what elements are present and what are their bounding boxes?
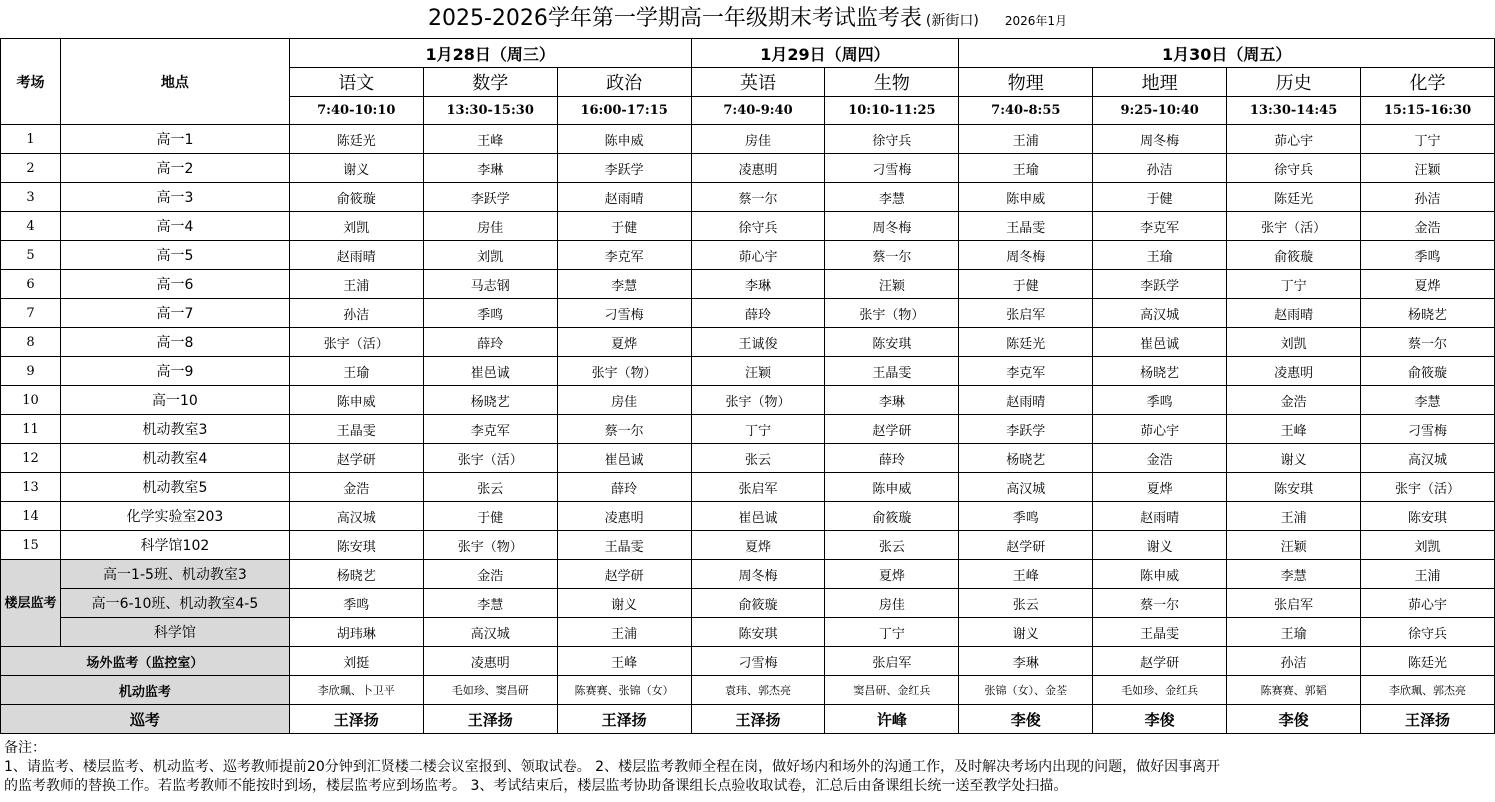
room-location: 科学馆102 — [60, 531, 289, 560]
proctor-cell: 张宇（物） — [557, 357, 691, 386]
proctor-cell: 杨晓艺 — [959, 444, 1093, 473]
proctor-cell: 陈安琪 — [1227, 473, 1361, 502]
proctor-cell: 李克军 — [959, 357, 1093, 386]
outside-label: 场外监考（监控室） — [1, 647, 290, 676]
proctor-cell: 李欣珮、郭杰亮 — [1361, 676, 1495, 705]
proctor-cell: 金浩 — [289, 473, 423, 502]
proctor-cell: 李慧 — [557, 270, 691, 299]
proctor-cell: 季鸣 — [1093, 386, 1227, 415]
proctor-cell: 杨晓艺 — [423, 386, 557, 415]
proctor-cell: 毛如珍、窦昌研 — [423, 676, 557, 705]
proctor-cell: 王瑜 — [1227, 618, 1361, 647]
notes-line: 1、请监考、楼层监考、机动监考、巡考教师提前20分钟到汇贤楼二楼会议室报到、领取试卷。 2、楼层监考教师全程在岗，做好场内和场外的沟通工作，及时解决考场内出现的问题，做好因事离开 — [4, 759, 1221, 775]
room-number: 14 — [1, 502, 61, 531]
proctor-cell: 金浩 — [1227, 386, 1361, 415]
proctor-cell: 王峰 — [557, 647, 691, 676]
proctor-cell: 陈安琪 — [1361, 502, 1495, 531]
proctor-cell: 崔邑诚 — [557, 444, 691, 473]
proctor-cell: 金浩 — [1361, 212, 1495, 241]
room-location: 高一4 — [60, 212, 289, 241]
proctor-cell: 李俊 — [1227, 705, 1361, 734]
proctor-cell: 薛玲 — [423, 328, 557, 357]
room-location: 机动教室4 — [60, 444, 289, 473]
proctor-cell: 王诚俊 — [691, 328, 825, 357]
proctor-cell: 袁玮、郭杰亮 — [691, 676, 825, 705]
proctor-cell: 季鸣 — [289, 589, 423, 618]
proctor-cell: 王晶雯 — [1093, 618, 1227, 647]
proctor-cell: 赵雨晴 — [289, 241, 423, 270]
proctor-cell: 俞筱璇 — [1361, 357, 1495, 386]
proctor-cell: 张宇（物） — [691, 386, 825, 415]
proctor-cell: 金浩 — [1093, 444, 1227, 473]
proctor-cell: 孙洁 — [1227, 647, 1361, 676]
proctor-cell: 汪颖 — [1361, 154, 1495, 183]
proctor-cell: 谢义 — [1093, 531, 1227, 560]
proctor-cell: 高汉城 — [1093, 299, 1227, 328]
proctor-cell: 张宇（活） — [289, 328, 423, 357]
proctor-cell: 王浦 — [1227, 502, 1361, 531]
proctor-cell: 高汉城 — [959, 473, 1093, 502]
room-number: 2 — [1, 154, 61, 183]
proctor-cell: 茆心宇 — [691, 241, 825, 270]
subject-header: 历史 — [1227, 68, 1361, 97]
proctor-cell: 蔡一尔 — [557, 415, 691, 444]
proctor-cell: 周冬梅 — [959, 241, 1093, 270]
proctor-cell: 马志钢 — [423, 270, 557, 299]
proctor-cell: 刘凯 — [423, 241, 557, 270]
proctor-cell: 李琳 — [423, 154, 557, 183]
proctor-cell: 茆心宇 — [1227, 125, 1361, 154]
room-location: 高一5 — [60, 241, 289, 270]
proctor-cell: 陈赛赛、郭韬 — [1227, 676, 1361, 705]
table-row — [1, 241, 1495, 270]
proctor-cell: 李琳 — [825, 386, 959, 415]
proctor-cell: 蔡一尔 — [1093, 589, 1227, 618]
proctor-cell: 王浦 — [557, 618, 691, 647]
proctor-cell: 李克军 — [1093, 212, 1227, 241]
proctor-cell: 于健 — [423, 502, 557, 531]
proctor-cell: 王泽扬 — [423, 705, 557, 734]
table-row — [1, 125, 1495, 154]
proctor-cell: 李俊 — [959, 705, 1093, 734]
day-header: 1月30日（周五） — [959, 39, 1495, 68]
proctor-cell: 房佳 — [423, 212, 557, 241]
notes-line: 的监考教师的替换工作。若监考教师不能按时到场，楼层监考应到场监考。 3、考试结束后，楼层监考协助备课组长点验收取试卷，汇总后由备课组长统一送至教学处扫描。 — [4, 778, 1068, 794]
proctor-cell: 谢义 — [959, 618, 1093, 647]
patrol-row — [1, 705, 1495, 734]
proctor-cell: 刁雪梅 — [691, 647, 825, 676]
proctor-cell: 赵雨晴 — [1093, 502, 1227, 531]
proctor-cell: 张启军 — [959, 299, 1093, 328]
proctor-cell: 夏烨 — [1093, 473, 1227, 502]
table-row — [1, 444, 1495, 473]
proctor-cell: 王晶雯 — [557, 531, 691, 560]
subject-header: 物理 — [959, 68, 1093, 97]
proctor-cell: 王泽扬 — [691, 705, 825, 734]
proctor-cell: 俞筱璇 — [825, 502, 959, 531]
table-row — [1, 328, 1495, 357]
proctor-cell: 蔡一尔 — [691, 183, 825, 212]
room-location: 高一2 — [60, 154, 289, 183]
proctor-cell: 李跃学 — [959, 415, 1093, 444]
proctor-cell: 赵学研 — [557, 560, 691, 589]
room-number: 15 — [1, 531, 61, 560]
table-row — [1, 270, 1495, 299]
table-row — [1, 212, 1495, 241]
proctor-cell: 金浩 — [423, 560, 557, 589]
proctor-cell: 刘凯 — [289, 212, 423, 241]
floor-location: 科学馆 — [60, 618, 289, 647]
table-row — [1, 502, 1495, 531]
exam-time: 7:40-10:10 — [289, 97, 423, 125]
proctor-cell: 俞筱璇 — [691, 589, 825, 618]
proctor-cell: 薛玲 — [691, 299, 825, 328]
room-location: 高一8 — [60, 328, 289, 357]
room-number: 6 — [1, 270, 61, 299]
header-date-row — [1, 39, 1495, 68]
notes — [4, 739, 1492, 796]
proctor-cell: 张启军 — [1227, 589, 1361, 618]
proctor-cell: 陈申威 — [289, 386, 423, 415]
proctor-cell: 杨晓艺 — [289, 560, 423, 589]
proctor-cell: 徐守兵 — [1361, 618, 1495, 647]
proctor-cell: 李慧 — [1361, 386, 1495, 415]
room-location: 高一9 — [60, 357, 289, 386]
proctor-cell: 陈赛赛、张锦（女） — [557, 676, 691, 705]
table-row — [1, 154, 1495, 183]
proctor-cell: 徐守兵 — [691, 212, 825, 241]
room-number: 10 — [1, 386, 61, 415]
room-number: 1 — [1, 125, 61, 154]
proctor-cell: 窦昌研、金红兵 — [825, 676, 959, 705]
table-row — [1, 183, 1495, 212]
proctor-cell: 张云 — [423, 473, 557, 502]
room-col-header: 考场 — [1, 39, 61, 125]
floor-location: 高一6-10班、机动教室4-5 — [60, 589, 289, 618]
proctor-cell: 李欣珮、卜卫平 — [289, 676, 423, 705]
proctor-cell: 胡玮琳 — [289, 618, 423, 647]
proctor-cell: 蔡一尔 — [1361, 328, 1495, 357]
proctor-cell: 季鸣 — [959, 502, 1093, 531]
table-row — [1, 531, 1495, 560]
proctor-cell: 王浦 — [1361, 560, 1495, 589]
proctor-cell: 谢义 — [289, 154, 423, 183]
subject-header: 生物 — [825, 68, 959, 97]
location-col-header: 地点 — [60, 39, 289, 125]
subject-header: 数学 — [423, 68, 557, 97]
proctor-cell: 凌惠明 — [423, 647, 557, 676]
proctor-cell: 陈廷光 — [1227, 183, 1361, 212]
room-number: 12 — [1, 444, 61, 473]
proctor-cell: 赵学研 — [1093, 647, 1227, 676]
exam-time: 16:00-17:15 — [557, 97, 691, 125]
proctor-cell: 丁宁 — [1361, 125, 1495, 154]
floor-proctor-row — [1, 589, 1495, 618]
room-number: 5 — [1, 241, 61, 270]
proctor-cell: 王浦 — [289, 270, 423, 299]
floor-proctor-row — [1, 560, 1495, 589]
proctor-cell: 许峰 — [825, 705, 959, 734]
proctor-cell: 王峰 — [959, 560, 1093, 589]
room-number: 4 — [1, 212, 61, 241]
proctor-cell: 陈廷光 — [1361, 647, 1495, 676]
room-location: 高一10 — [60, 386, 289, 415]
room-number: 9 — [1, 357, 61, 386]
proctor-cell: 陈安琪 — [691, 618, 825, 647]
proctor-cell: 李慧 — [423, 589, 557, 618]
proctor-cell: 凌惠明 — [691, 154, 825, 183]
proctor-cell: 陈申威 — [557, 125, 691, 154]
room-location: 机动教室5 — [60, 473, 289, 502]
exam-time: 9:25-10:40 — [1093, 97, 1227, 125]
day-header: 1月28日（周三） — [289, 39, 691, 68]
mobile-label: 机动监考 — [1, 676, 290, 705]
proctor-cell: 杨晓艺 — [1361, 299, 1495, 328]
room-number: 11 — [1, 415, 61, 444]
proctor-cell: 王泽扬 — [1361, 705, 1495, 734]
proctor-cell: 茆心宇 — [1361, 589, 1495, 618]
proctor-cell: 高汉城 — [1361, 444, 1495, 473]
day-header: 1月29日（周四） — [691, 39, 959, 68]
proctor-cell: 王峰 — [423, 125, 557, 154]
table-row — [1, 357, 1495, 386]
room-number: 3 — [1, 183, 61, 212]
page-title: 2025-2026学年第一学期高一年级期末考试监考表 — [427, 6, 922, 31]
proctor-cell: 王瑜 — [959, 154, 1093, 183]
exam-time: 13:30-15:30 — [423, 97, 557, 125]
proctor-cell: 李跃学 — [423, 183, 557, 212]
proctor-cell: 陈廷光 — [959, 328, 1093, 357]
proctor-cell: 汪颖 — [825, 270, 959, 299]
proctor-cell: 王峰 — [1227, 415, 1361, 444]
proctor-cell: 崔邑诚 — [1093, 328, 1227, 357]
notes-heading: 备注： — [4, 740, 46, 756]
proctor-cell: 刁雪梅 — [557, 299, 691, 328]
exam-time: 13:30-14:45 — [1227, 97, 1361, 125]
proctor-cell: 张宇（活） — [423, 444, 557, 473]
proctor-cell: 赵学研 — [289, 444, 423, 473]
proctor-cell: 徐守兵 — [1227, 154, 1361, 183]
room-location: 高一3 — [60, 183, 289, 212]
proctor-cell: 陈安琪 — [289, 531, 423, 560]
proctor-cell: 李琳 — [691, 270, 825, 299]
proctor-cell: 夏烨 — [825, 560, 959, 589]
room-number: 8 — [1, 328, 61, 357]
proctor-cell: 李克军 — [557, 241, 691, 270]
room-location: 机动教室3 — [60, 415, 289, 444]
proctor-cell: 张宇（活） — [1361, 473, 1495, 502]
proctor-cell: 刘凯 — [1361, 531, 1495, 560]
room-location: 高一6 — [60, 270, 289, 299]
title-bar — [0, 0, 1495, 38]
mobile-proctor-row — [1, 676, 1495, 705]
proctor-cell: 凌惠明 — [1227, 357, 1361, 386]
proctor-cell: 于健 — [1093, 183, 1227, 212]
proctor-cell: 毛如珍、金红兵 — [1093, 676, 1227, 705]
proctor-cell: 周冬梅 — [691, 560, 825, 589]
proctor-cell: 于健 — [959, 270, 1093, 299]
proctor-cell: 房佳 — [691, 125, 825, 154]
proctor-cell: 王浦 — [959, 125, 1093, 154]
proctor-cell: 李慧 — [825, 183, 959, 212]
proctor-cell: 凌惠明 — [557, 502, 691, 531]
proctor-cell: 张云 — [959, 589, 1093, 618]
proctor-cell: 陈申威 — [1093, 560, 1227, 589]
proctor-cell: 王瑜 — [1093, 241, 1227, 270]
outside-proctor-row — [1, 647, 1495, 676]
room-location: 高一1 — [60, 125, 289, 154]
table-row — [1, 415, 1495, 444]
table-row — [1, 299, 1495, 328]
proctor-cell: 孙洁 — [1093, 154, 1227, 183]
proctor-cell: 赵雨晴 — [959, 386, 1093, 415]
proctor-cell: 张宇（活） — [1227, 212, 1361, 241]
subject-header: 地理 — [1093, 68, 1227, 97]
proctor-cell: 蔡一尔 — [825, 241, 959, 270]
floor-proctor-row — [1, 618, 1495, 647]
campus-label: (新街口) — [925, 13, 979, 29]
exam-time: 7:40-9:40 — [691, 97, 825, 125]
proctor-cell: 刁雪梅 — [1361, 415, 1495, 444]
proctor-cell: 陈安琪 — [825, 328, 959, 357]
proctor-cell: 茆心宇 — [1093, 415, 1227, 444]
proctor-cell: 高汉城 — [289, 502, 423, 531]
table-row — [1, 386, 1495, 415]
proctor-cell: 季鸣 — [1361, 241, 1495, 270]
proctor-cell: 王晶雯 — [959, 212, 1093, 241]
proctor-cell: 王晶雯 — [825, 357, 959, 386]
proctor-cell: 张启军 — [825, 647, 959, 676]
proctor-cell: 周冬梅 — [825, 212, 959, 241]
proctor-cell: 李克军 — [423, 415, 557, 444]
proctor-cell: 徐守兵 — [825, 125, 959, 154]
proctor-cell: 张锦（女）、金荃 — [959, 676, 1093, 705]
proctor-cell: 张宇（物） — [825, 299, 959, 328]
proctor-cell: 刘挺 — [289, 647, 423, 676]
proctor-cell: 李慧 — [1227, 560, 1361, 589]
proctor-cell: 孙洁 — [289, 299, 423, 328]
proctor-cell: 丁宁 — [825, 618, 959, 647]
proctor-cell: 孙洁 — [1361, 183, 1495, 212]
proctor-cell: 张云 — [825, 531, 959, 560]
exam-time: 15:15-16:30 — [1361, 97, 1495, 125]
proctor-table — [0, 38, 1495, 734]
exam-time: 7:40-8:55 — [959, 97, 1093, 125]
proctor-cell: 夏烨 — [557, 328, 691, 357]
proctor-cell: 李跃学 — [1093, 270, 1227, 299]
proctor-cell: 王泽扬 — [289, 705, 423, 734]
proctor-cell: 夏烨 — [1361, 270, 1495, 299]
proctor-cell: 于健 — [557, 212, 691, 241]
proctor-cell: 李俊 — [1093, 705, 1227, 734]
room-location: 化学实验室203 — [60, 502, 289, 531]
room-number: 13 — [1, 473, 61, 502]
proctor-cell: 夏烨 — [691, 531, 825, 560]
proctor-cell: 谢义 — [1227, 444, 1361, 473]
floor-location: 高一1-5班、机动教室3 — [60, 560, 289, 589]
proctor-cell: 房佳 — [825, 589, 959, 618]
proctor-cell: 房佳 — [557, 386, 691, 415]
room-location: 高一7 — [60, 299, 289, 328]
proctor-cell: 陈申威 — [825, 473, 959, 502]
table-row — [1, 473, 1495, 502]
proctor-cell: 刁雪梅 — [825, 154, 959, 183]
proctor-cell: 谢义 — [557, 589, 691, 618]
proctor-cell: 薛玲 — [825, 444, 959, 473]
proctor-cell: 赵雨晴 — [557, 183, 691, 212]
proctor-cell: 张云 — [691, 444, 825, 473]
proctor-cell: 李跃学 — [557, 154, 691, 183]
proctor-cell: 崔邑诚 — [691, 502, 825, 531]
proctor-cell: 丁宁 — [1227, 270, 1361, 299]
proctor-cell: 李琳 — [959, 647, 1093, 676]
floor-proctor-label: 楼层监考 — [1, 560, 61, 647]
proctor-cell: 王泽扬 — [557, 705, 691, 734]
proctor-cell: 俞筱璇 — [289, 183, 423, 212]
proctor-cell: 俞筱璇 — [1227, 241, 1361, 270]
subject-header: 语文 — [289, 68, 423, 97]
proctor-cell: 王晶雯 — [289, 415, 423, 444]
subject-header: 政治 — [557, 68, 691, 97]
proctor-cell: 杨晓艺 — [1093, 357, 1227, 386]
proctor-cell: 崔邑诚 — [423, 357, 557, 386]
proctor-cell: 张启军 — [691, 473, 825, 502]
proctor-cell: 陈廷光 — [289, 125, 423, 154]
title-date: 2026年1月 — [1004, 14, 1068, 28]
proctor-cell: 高汉城 — [423, 618, 557, 647]
proctor-cell: 丁宁 — [691, 415, 825, 444]
proctor-cell: 张宇（物） — [423, 531, 557, 560]
proctor-cell: 王瑜 — [289, 357, 423, 386]
proctor-cell: 周冬梅 — [1093, 125, 1227, 154]
patrol-label: 巡考 — [1, 705, 290, 734]
room-number: 7 — [1, 299, 61, 328]
proctor-cell: 汪颖 — [691, 357, 825, 386]
subject-header: 化学 — [1361, 68, 1495, 97]
subject-header: 英语 — [691, 68, 825, 97]
proctor-cell: 赵学研 — [825, 415, 959, 444]
proctor-cell: 季鸣 — [423, 299, 557, 328]
exam-time: 10:10-11:25 — [825, 97, 959, 125]
proctor-cell: 薛玲 — [557, 473, 691, 502]
proctor-cell: 刘凯 — [1227, 328, 1361, 357]
proctor-cell: 赵学研 — [959, 531, 1093, 560]
proctor-cell: 汪颖 — [1227, 531, 1361, 560]
proctor-cell: 赵雨晴 — [1227, 299, 1361, 328]
proctor-cell: 陈申威 — [959, 183, 1093, 212]
